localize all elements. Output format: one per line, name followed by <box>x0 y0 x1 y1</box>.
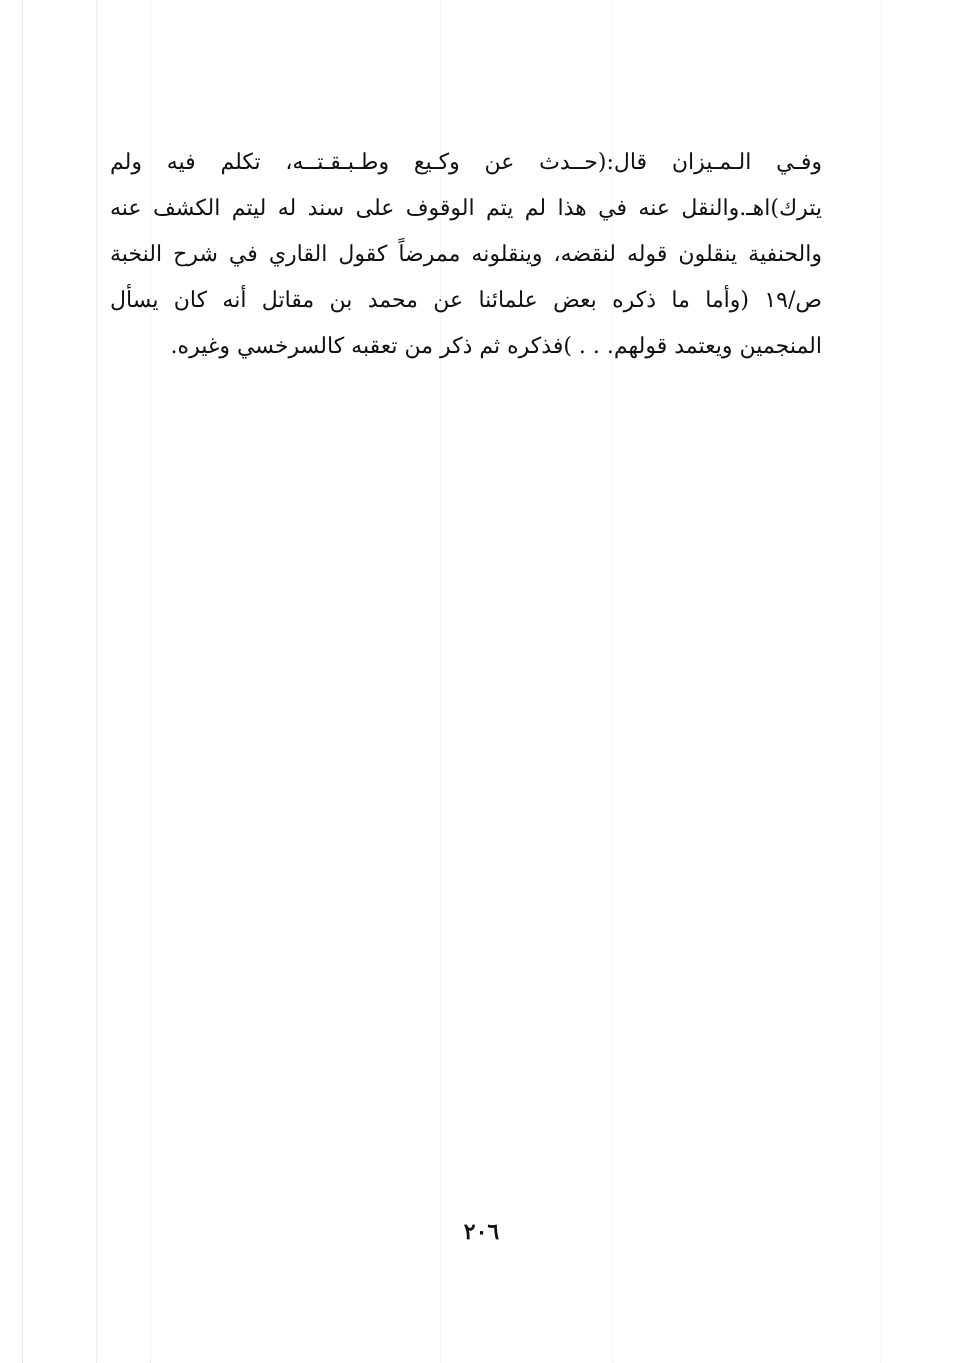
text-line: ص/١٩ (وأما ما ذكره بعض علمائنا عن محمد بن مقاتل أنه كان يسأل <box>110 288 822 313</box>
scan-artifact-line <box>22 0 23 1363</box>
body-paragraph <box>110 140 822 370</box>
text-line: والحنفية ينقلون قوله لنقضه، وينقلونه ممرضاً كقول القاري في شرح النخبة <box>110 242 822 267</box>
text-line: وفـي الـمـيزان قال:(حــدث عن وكـيع وطـبـقـتــه، تكلم فيه ولم <box>110 150 822 175</box>
scan-artifact-line <box>880 0 881 1363</box>
page-number: ٢٠٦ <box>463 1219 500 1245</box>
scan-artifact-line <box>96 0 97 1363</box>
text-line: يترك)اهـ.والنقل عنه في هذا لم يتم الوقوف على سند له ليتم الكشف عنه <box>110 196 822 221</box>
text-line: المنجمين ويعتمد قولهم. . . )فذكره ثم ذكر من تعقبه كالسرخسي وغيره. <box>170 334 822 359</box>
